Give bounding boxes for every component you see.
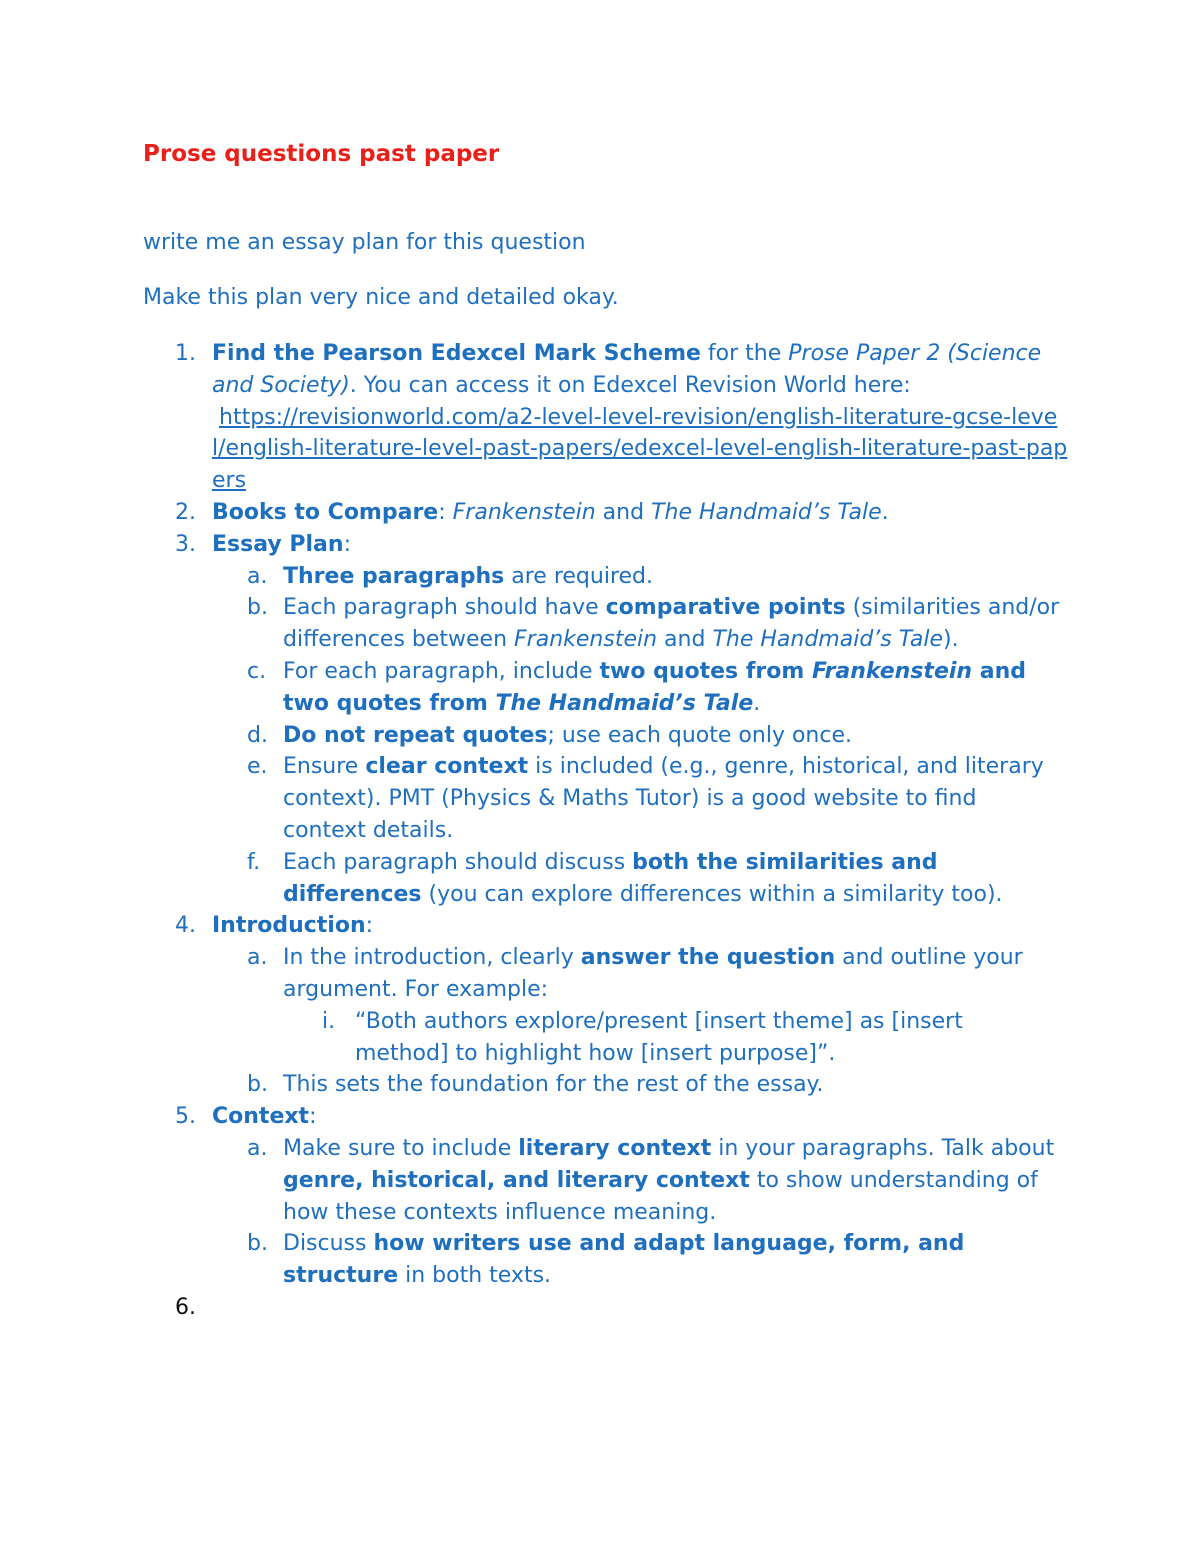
list-text-bold: Three paragraphs — [283, 563, 505, 589]
list-text-italic: Prose Paper 2 (Science and Society) — [212, 341, 1042, 398]
list-item-heading: Context — [212, 1104, 310, 1130]
list-item-4 — [0, 910, 1200, 942]
list-letter: d. — [247, 722, 268, 748]
list-text-bold: and two quotes from — [283, 658, 1026, 716]
book-title: The Handmaid’s Tale — [712, 627, 943, 653]
list-number: 5. — [175, 1104, 196, 1130]
sub-item-3c — [0, 656, 1200, 720]
list-text: . — [753, 690, 761, 716]
list-text-bold: Do not repeat quotes — [283, 722, 548, 748]
list-text: is included (e.g., genre, historical, and literary context). PMT (Physics & Maths Tutor) is a good website to find context details. — [283, 754, 1044, 843]
list-text: : — [343, 531, 351, 557]
list-item-1 — [0, 338, 1200, 497]
sub-item-3a — [0, 561, 1200, 593]
sub-item-4a-i — [0, 1006, 1200, 1070]
list-text: : — [309, 1104, 317, 1130]
list-text: Each paragraph should have — [283, 595, 606, 621]
list-number: 4. — [175, 913, 196, 939]
list-text: . You can access it on Edexcel Revision World here: — [349, 372, 911, 398]
list-letter: a. — [247, 563, 268, 589]
list-text-bold: answer the question — [580, 945, 836, 971]
list-text: . — [881, 499, 889, 525]
example-quote: “Both authors explore/present [insert theme] as [insert method] to highlight how [insert purpose]”. — [355, 1008, 963, 1066]
sub-item-3d — [0, 720, 1200, 752]
list-item-6 — [0, 1292, 1200, 1324]
list-letter: a. — [247, 1135, 268, 1161]
list-letter: a. — [247, 945, 268, 971]
list-roman: i. — [322, 1008, 336, 1034]
sub-item-3b — [0, 592, 1200, 656]
list-letter: f. — [247, 849, 261, 875]
list-letter: b. — [247, 1231, 268, 1257]
sub-item-5b — [0, 1228, 1200, 1292]
page-title: Prose questions past paper — [143, 141, 500, 167]
list-item-heading: Introduction — [212, 913, 366, 939]
list-text: in both texts. — [398, 1263, 552, 1289]
list-number: 1. — [175, 341, 196, 366]
revision-world-link[interactable]: https://revisionworld.com/a2-level-level-revision/english-literature-gcse-level/english-literature-level-past-papers/edexcel-level-english-literature-past-papers — [212, 404, 1068, 494]
sub-item-3f — [0, 847, 1200, 911]
list-text: Ensure — [283, 754, 366, 780]
list-text: for the — [700, 341, 789, 366]
list-number: 2. — [175, 499, 196, 525]
instruction-line: Make this plan very nice and detailed okay. — [143, 285, 619, 310]
list-text: Make sure to include — [283, 1135, 519, 1161]
list-text: (you can explore differences within a similarity too). — [421, 881, 1003, 907]
list-number: 3. — [175, 531, 196, 557]
list-text: and outline your argument. For example: — [283, 945, 1023, 1002]
list-text: and — [657, 627, 713, 653]
list-text-bold: both the similarities and differences — [283, 849, 938, 907]
list-item-heading: Find the Pearson Edexcel Mark Scheme — [212, 341, 701, 366]
list-text: Each paragraph should discuss — [283, 849, 633, 875]
list-item-5 — [0, 1101, 1200, 1133]
essay-plan-list — [0, 338, 1200, 1324]
list-text-bold: literary context — [518, 1135, 712, 1161]
list-text: (similarities and/or differences between — [283, 595, 1060, 653]
list-number: 6. — [175, 1294, 196, 1320]
instruction-line: write me an essay plan for this question — [143, 230, 586, 255]
list-item-heading: Books to Compare — [212, 499, 439, 525]
list-text-bold: comparative points — [605, 595, 846, 621]
sub-item-5a — [0, 1133, 1200, 1228]
book-title: Frankenstein — [452, 499, 596, 525]
list-text-bold: how writers use and adapt language, form, and structure — [283, 1231, 965, 1289]
list-text: to show understanding of how these contexts influence meaning. — [283, 1167, 1038, 1225]
list-letter: e. — [247, 754, 268, 780]
book-title: The Handmaid’s Tale — [495, 690, 754, 716]
list-text: ). — [943, 627, 959, 653]
book-title: Frankenstein — [811, 658, 973, 684]
list-text-bold: two quotes from — [599, 658, 812, 684]
list-letter: c. — [247, 658, 267, 684]
list-item-heading: Essay Plan — [212, 531, 344, 557]
list-text: ; use each quote only once. — [547, 722, 852, 748]
list-text: This sets the foundation for the rest of the essay. — [283, 1072, 824, 1098]
list-text-bold: genre, historical, and literary context — [283, 1167, 750, 1193]
list-text: Discuss — [283, 1231, 374, 1257]
book-title: The Handmaid’s Tale — [651, 499, 882, 525]
list-text: In the introduction, clearly — [283, 945, 581, 971]
sub-item-3e — [0, 751, 1200, 846]
list-text: : — [365, 913, 374, 939]
list-letter: b. — [247, 595, 268, 621]
list-text: : — [438, 499, 453, 525]
list-text: are required. — [504, 563, 654, 589]
list-item-2 — [0, 497, 1200, 529]
list-text: and — [595, 499, 652, 525]
book-title: Frankenstein — [514, 627, 658, 653]
list-letter: b. — [247, 1072, 268, 1098]
list-text-bold: clear context — [365, 754, 529, 780]
list-text: in your paragraphs. Talk about — [711, 1135, 1055, 1161]
sub-item-4b — [0, 1069, 1200, 1101]
list-item-3 — [0, 529, 1200, 561]
list-text: For each paragraph, include — [283, 658, 600, 684]
sub-item-4a — [0, 942, 1200, 1006]
